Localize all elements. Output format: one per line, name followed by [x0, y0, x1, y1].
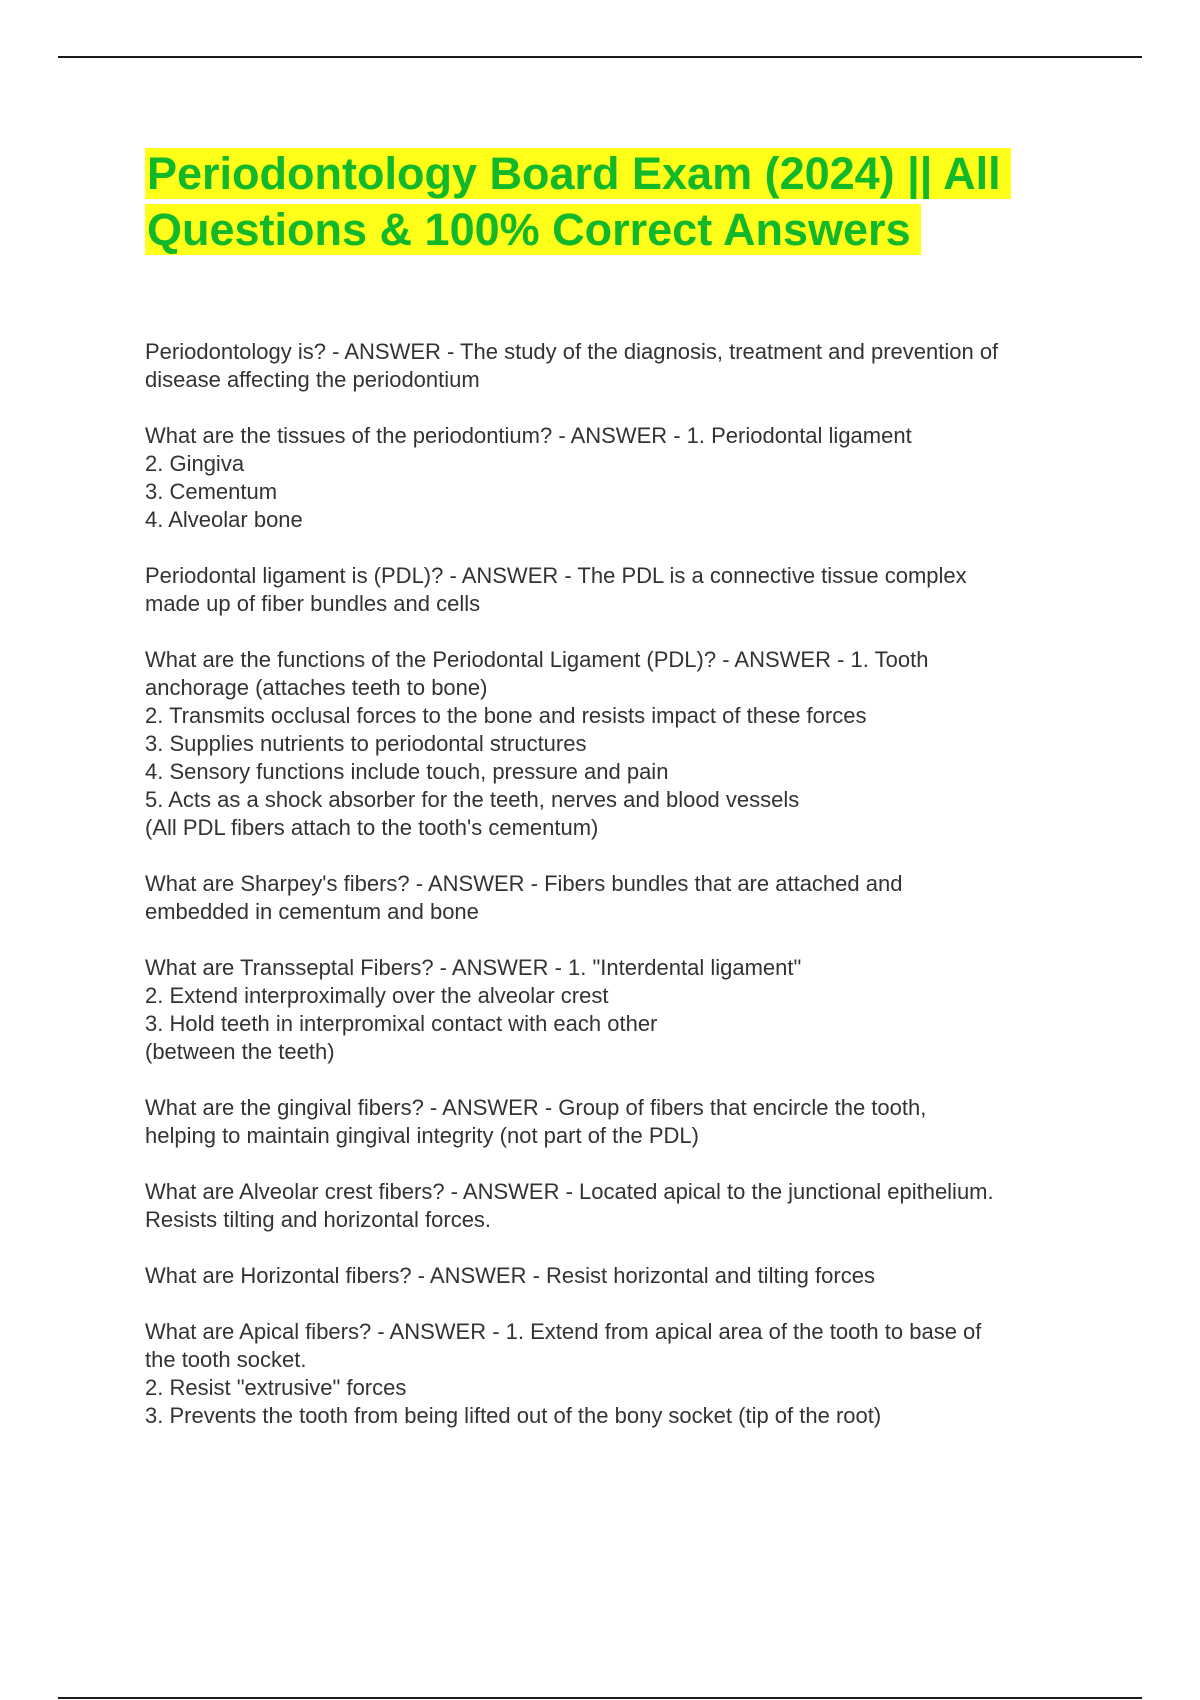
qa-question-line: What are Alveolar crest fibers? - ANSWER - Located apical to the junctional epithelium.: [145, 1179, 994, 1204]
document-title: [145, 146, 1085, 258]
qa-answer-line: Resists tilting and horizontal forces.: [145, 1207, 492, 1232]
qa-answer-line: helping to maintain gingival integrity (not part of the PDL): [145, 1123, 699, 1148]
qa-answer-line: embedded in cementum and bone: [145, 899, 479, 924]
qa-answer-line: the tooth socket.: [145, 1347, 307, 1372]
qa-item: [145, 870, 1095, 926]
qa-question-line: What are the gingival fibers? - ANSWER - Group of fibers that encircle the tooth,: [145, 1095, 927, 1120]
qa-answer-line: 4. Sensory functions include touch, pressure and pain: [145, 759, 669, 784]
title-line-2: Questions & 100% Correct Answers: [145, 204, 921, 255]
qa-answer-line: anchorage (attaches teeth to bone): [145, 675, 488, 700]
qa-answer-line: made up of fiber bundles and cells: [145, 591, 481, 616]
qa-answer-line: 3. Hold teeth in interpromixal contact with each other: [145, 1011, 658, 1036]
qa-list: [145, 338, 1095, 1458]
qa-item: [145, 954, 1095, 1066]
qa-item: [145, 422, 1095, 534]
qa-question-line: What are Apical fibers? - ANSWER - 1. Extend from apical area of the tooth to base of: [145, 1319, 982, 1344]
qa-question-line: What are Horizontal fibers? - ANSWER - Resist horizontal and tilting forces: [145, 1263, 875, 1288]
qa-item: [145, 1262, 1095, 1290]
qa-item: [145, 338, 1095, 394]
qa-answer-line: 2. Extend interproximally over the alveolar crest: [145, 983, 609, 1008]
qa-answer-line: disease affecting the periodontium: [145, 367, 480, 392]
qa-question-line: What are the tissues of the periodontium? - ANSWER - 1. Periodontal ligament: [145, 423, 912, 448]
qa-question-line: What are Transseptal Fibers? - ANSWER - 1. "Interdental ligament": [145, 955, 802, 980]
qa-item: [145, 1178, 1095, 1234]
qa-answer-line: 2. Resist "extrusive" forces: [145, 1375, 407, 1400]
top-rule: [58, 56, 1142, 58]
qa-answer-line: 3. Supplies nutrients to periodontal structures: [145, 731, 587, 756]
qa-answer-line: 2. Transmits occlusal forces to the bone and resists impact of these forces: [145, 703, 867, 728]
qa-question-line: Periodontology is? - ANSWER - The study of the diagnosis, treatment and prevention of: [145, 339, 999, 364]
qa-answer-line: 2. Gingiva: [145, 451, 245, 476]
title-line-1: Periodontology Board Exam (2024) || All: [145, 148, 1011, 199]
qa-question-line: Periodontal ligament is (PDL)? - ANSWER - The PDL is a connective tissue complex: [145, 563, 967, 588]
qa-answer-line: 5. Acts as a shock absorber for the teeth, nerves and blood vessels: [145, 787, 800, 812]
qa-answer-line: 4. Alveolar bone: [145, 507, 303, 532]
qa-item: [145, 1318, 1095, 1430]
qa-answer-line: 3. Prevents the tooth from being lifted out of the bony socket (tip of the root): [145, 1403, 882, 1428]
qa-question-line: What are the functions of the Periodontal Ligament (PDL)? - ANSWER - 1. Tooth: [145, 647, 929, 672]
qa-item: [145, 646, 1095, 842]
qa-item: [145, 562, 1095, 618]
qa-question-line: What are Sharpey's fibers? - ANSWER - Fibers bundles that are attached and: [145, 871, 903, 896]
qa-answer-line: (between the teeth): [145, 1039, 335, 1064]
qa-answer-line: 3. Cementum: [145, 479, 278, 504]
qa-answer-line: (All PDL fibers attach to the tooth's cementum): [145, 815, 599, 840]
qa-item: [145, 1094, 1095, 1150]
bottom-rule: [58, 1697, 1142, 1699]
